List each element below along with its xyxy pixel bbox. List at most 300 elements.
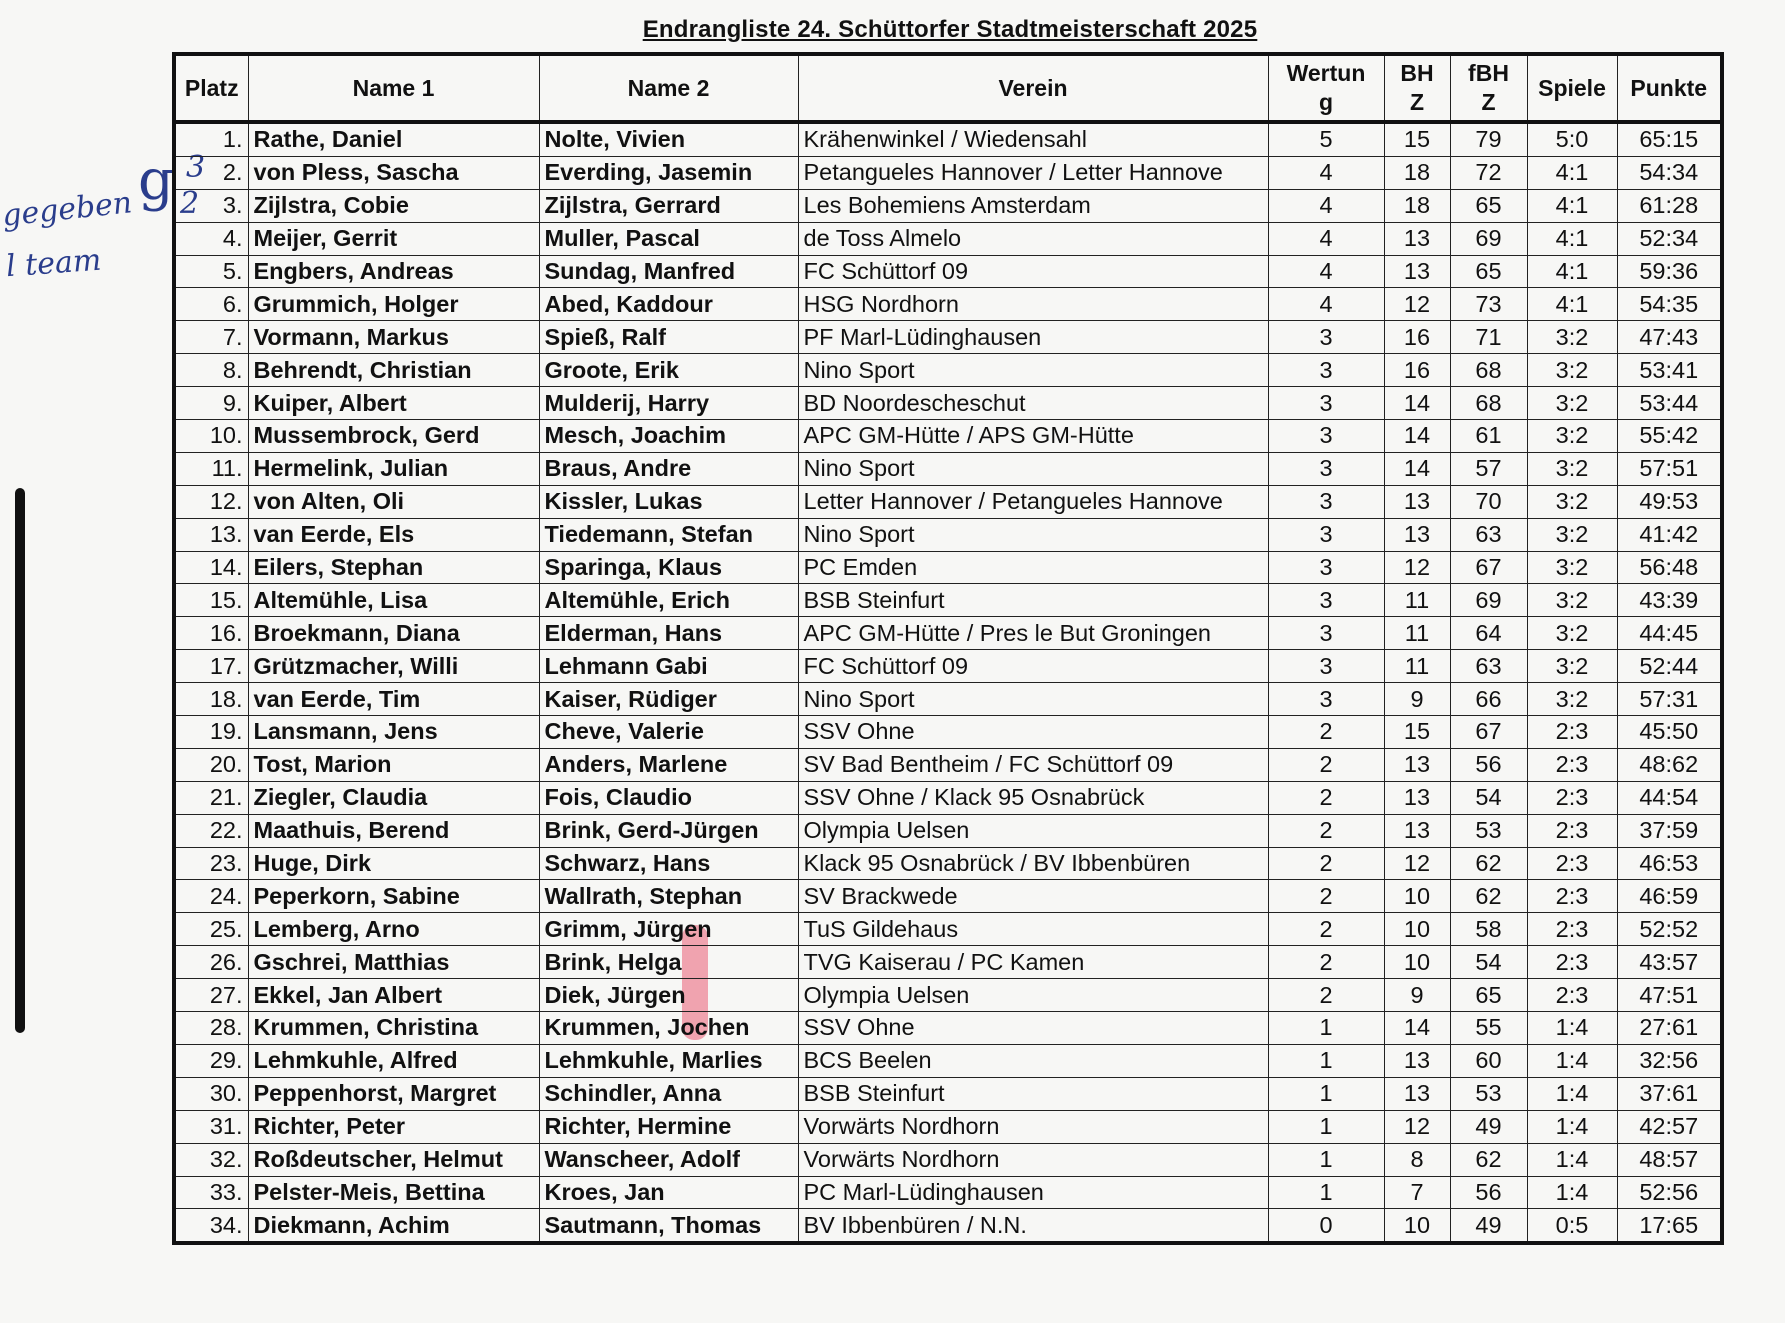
cell-fbhz: 68 — [1450, 387, 1527, 420]
cell-verein: Vorwärts Nordhorn — [798, 1143, 1268, 1176]
header-fbhz: fBHZ — [1450, 54, 1527, 122]
cell-fbhz: 65 — [1450, 189, 1527, 222]
cell-fbhz: 67 — [1450, 551, 1527, 584]
margin-note-line1: gegeben — [0, 185, 134, 234]
cell-wertung: 2 — [1268, 946, 1384, 979]
cell-spiele: 4:1 — [1527, 156, 1617, 189]
cell-fbhz: 55 — [1450, 1012, 1527, 1045]
cell-platz: 31. — [174, 1110, 248, 1143]
cell-punkte: 37:59 — [1617, 814, 1722, 847]
cell-name1: Lansmann, Jens — [248, 716, 539, 749]
table-row — [174, 156, 1722, 189]
cell-punkte: 57:31 — [1617, 683, 1722, 716]
cell-punkte: 17:65 — [1617, 1209, 1722, 1243]
cell-punkte: 37:61 — [1617, 1077, 1722, 1110]
cell-bhz: 13 — [1384, 814, 1450, 847]
table-row — [174, 716, 1722, 749]
cell-wertung: 3 — [1268, 650, 1384, 683]
header-punkte: Punkte — [1617, 54, 1722, 122]
cell-wertung: 3 — [1268, 321, 1384, 354]
cell-verein: Nino Sport — [798, 683, 1268, 716]
cell-verein: SV Brackwede — [798, 880, 1268, 913]
cell-verein: Olympia Uelsen — [798, 979, 1268, 1012]
cell-spiele: 2:3 — [1527, 946, 1617, 979]
cell-platz: 14. — [174, 551, 248, 584]
cell-fbhz: 54 — [1450, 946, 1527, 979]
cell-bhz: 14 — [1384, 387, 1450, 420]
cell-spiele: 3:2 — [1527, 485, 1617, 518]
cell-name1: van Eerde, Els — [248, 518, 539, 551]
cell-fbhz: 60 — [1450, 1044, 1527, 1077]
cell-punkte: 45:50 — [1617, 716, 1722, 749]
table-row — [174, 880, 1722, 913]
cell-bhz: 10 — [1384, 880, 1450, 913]
cell-platz: 16. — [174, 617, 248, 650]
cell-punkte: 47:43 — [1617, 321, 1722, 354]
cell-fbhz: 72 — [1450, 156, 1527, 189]
cell-verein: SSV Ohne / Klack 95 Osnabrück — [798, 781, 1268, 814]
cell-punkte: 48:62 — [1617, 748, 1722, 781]
cell-platz: 13. — [174, 518, 248, 551]
cell-punkte: 61:28 — [1617, 189, 1722, 222]
cell-wertung: 2 — [1268, 716, 1384, 749]
cell-spiele: 4:1 — [1527, 255, 1617, 288]
cell-fbhz: 56 — [1450, 748, 1527, 781]
cell-name2: Anders, Marlene — [539, 748, 798, 781]
cell-name1: Roßdeutscher, Helmut — [248, 1143, 539, 1176]
cell-verein: BSB Steinfurt — [798, 584, 1268, 617]
table-row — [174, 814, 1722, 847]
cell-name1: Peppenhorst, Margret — [248, 1077, 539, 1110]
cell-name2: Wallrath, Stephan — [539, 880, 798, 913]
cell-punkte: 41:42 — [1617, 518, 1722, 551]
cell-spiele: 3:2 — [1527, 584, 1617, 617]
cell-bhz: 7 — [1384, 1176, 1450, 1209]
cell-bhz: 14 — [1384, 420, 1450, 453]
cell-name2: Altemühle, Erich — [539, 584, 798, 617]
cell-bhz: 10 — [1384, 946, 1450, 979]
cell-verein: BSB Steinfurt — [798, 1077, 1268, 1110]
cell-name2: Mulderij, Harry — [539, 387, 798, 420]
cell-wertung: 2 — [1268, 748, 1384, 781]
cell-platz: 27. — [174, 979, 248, 1012]
cell-bhz: 15 — [1384, 716, 1450, 749]
cell-verein: Les Bohemiens Amsterdam — [798, 189, 1268, 222]
cell-wertung: 1 — [1268, 1176, 1384, 1209]
cell-name1: Lemberg, Arno — [248, 913, 539, 946]
table-row — [174, 518, 1722, 551]
cell-platz: 30. — [174, 1077, 248, 1110]
cell-punkte: 52:56 — [1617, 1176, 1722, 1209]
cell-punkte: 55:42 — [1617, 420, 1722, 453]
header-bhz: BHZ — [1384, 54, 1450, 122]
cell-name1: Altemühle, Lisa — [248, 584, 539, 617]
cell-platz: 26. — [174, 946, 248, 979]
cell-punkte: 54:34 — [1617, 156, 1722, 189]
cell-name2: Everding, Jasemin — [539, 156, 798, 189]
cell-name2: Lehmkuhle, Marlies — [539, 1044, 798, 1077]
cell-punkte: 53:41 — [1617, 354, 1722, 387]
cell-platz: 8. — [174, 354, 248, 387]
cell-name1: Mussembrock, Gerd — [248, 420, 539, 453]
cell-bhz: 9 — [1384, 683, 1450, 716]
cell-spiele: 3:2 — [1527, 518, 1617, 551]
cell-verein: BD Noordescheschut — [798, 387, 1268, 420]
cell-spiele: 1:4 — [1527, 1012, 1617, 1045]
cell-spiele: 3:2 — [1527, 354, 1617, 387]
cell-name2: Cheve, Valerie — [539, 716, 798, 749]
cell-bhz: 13 — [1384, 1044, 1450, 1077]
cell-name1: Grützmacher, Willi — [248, 650, 539, 683]
cell-punkte: 54:35 — [1617, 288, 1722, 321]
cell-name2: Brink, Helga — [539, 946, 798, 979]
cell-bhz: 18 — [1384, 156, 1450, 189]
cell-wertung: 4 — [1268, 255, 1384, 288]
cell-name1: Maathuis, Berend — [248, 814, 539, 847]
margin-curly-mark: g — [138, 148, 174, 213]
cell-wertung: 2 — [1268, 847, 1384, 880]
cell-name1: Pelster-Meis, Bettina — [248, 1176, 539, 1209]
cell-name1: Rathe, Daniel — [248, 122, 539, 156]
cell-name2: Nolte, Vivien — [539, 122, 798, 156]
cell-wertung: 4 — [1268, 189, 1384, 222]
cell-spiele: 0:5 — [1527, 1209, 1617, 1243]
cell-spiele: 3:2 — [1527, 683, 1617, 716]
table-row — [174, 354, 1722, 387]
header-name2: Name 2 — [539, 54, 798, 122]
cell-spiele: 4:1 — [1527, 189, 1617, 222]
cell-verein: HSG Nordhorn — [798, 288, 1268, 321]
cell-bhz: 10 — [1384, 913, 1450, 946]
cell-fbhz: 67 — [1450, 716, 1527, 749]
cell-punkte: 48:57 — [1617, 1143, 1722, 1176]
cell-wertung: 3 — [1268, 518, 1384, 551]
cell-spiele: 2:3 — [1527, 979, 1617, 1012]
cell-name2: Braus, Andre — [539, 452, 798, 485]
table-body — [174, 122, 1722, 1243]
cell-spiele: 2:3 — [1527, 814, 1617, 847]
cell-name1: Eilers, Stephan — [248, 551, 539, 584]
cell-verein: BV Ibbenbüren / N.N. — [798, 1209, 1268, 1243]
cell-bhz: 11 — [1384, 617, 1450, 650]
cell-punkte: 53:44 — [1617, 387, 1722, 420]
table-row — [174, 913, 1722, 946]
margin-note-line2: l team — [4, 242, 103, 285]
cell-bhz: 18 — [1384, 189, 1450, 222]
cell-name2: Sparinga, Klaus — [539, 551, 798, 584]
table-row — [174, 979, 1722, 1012]
cell-name1: Broekmann, Diana — [248, 617, 539, 650]
cell-fbhz: 69 — [1450, 584, 1527, 617]
cell-wertung: 3 — [1268, 617, 1384, 650]
cell-platz: 10. — [174, 420, 248, 453]
cell-name2: Fois, Claudio — [539, 781, 798, 814]
cell-spiele: 2:3 — [1527, 847, 1617, 880]
cell-name1: Peperkorn, Sabine — [248, 880, 539, 913]
cell-name1: von Alten, Oli — [248, 485, 539, 518]
table-row — [174, 584, 1722, 617]
table-row — [174, 617, 1722, 650]
cell-bhz: 9 — [1384, 979, 1450, 1012]
table-row — [174, 321, 1722, 354]
cell-wertung: 1 — [1268, 1143, 1384, 1176]
cell-spiele: 1:4 — [1527, 1176, 1617, 1209]
cell-fbhz: 54 — [1450, 781, 1527, 814]
cell-verein: SV Bad Bentheim / FC Schüttorf 09 — [798, 748, 1268, 781]
cell-spiele: 1:4 — [1527, 1143, 1617, 1176]
cell-fbhz: 71 — [1450, 321, 1527, 354]
table-row — [174, 748, 1722, 781]
cell-punkte: 44:45 — [1617, 617, 1722, 650]
cell-fbhz: 68 — [1450, 354, 1527, 387]
cell-name2: Lehmann Gabi — [539, 650, 798, 683]
cell-verein: SSV Ohne — [798, 716, 1268, 749]
table-row — [174, 387, 1722, 420]
cell-spiele: 3:2 — [1527, 617, 1617, 650]
cell-platz: 32. — [174, 1143, 248, 1176]
cell-punkte: 49:53 — [1617, 485, 1722, 518]
header-platz: Platz — [174, 54, 248, 122]
cell-spiele: 3:2 — [1527, 551, 1617, 584]
table-row — [174, 189, 1722, 222]
cell-verein: Klack 95 Osnabrück / BV Ibbenbüren — [798, 847, 1268, 880]
cell-bhz: 13 — [1384, 222, 1450, 255]
cell-name1: Hermelink, Julian — [248, 452, 539, 485]
cell-name2: Zijlstra, Gerrard — [539, 189, 798, 222]
cell-name1: Engbers, Andreas — [248, 255, 539, 288]
cell-bhz: 13 — [1384, 485, 1450, 518]
cell-fbhz: 58 — [1450, 913, 1527, 946]
cell-fbhz: 53 — [1450, 1077, 1527, 1110]
vertical-marker-line — [15, 488, 25, 1033]
cell-fbhz: 65 — [1450, 979, 1527, 1012]
cell-spiele: 2:3 — [1527, 781, 1617, 814]
cell-bhz: 12 — [1384, 288, 1450, 321]
cell-wertung: 3 — [1268, 354, 1384, 387]
cell-spiele: 4:1 — [1527, 222, 1617, 255]
cell-name2: Abed, Kaddour — [539, 288, 798, 321]
cell-bhz: 11 — [1384, 650, 1450, 683]
cell-punkte: 47:51 — [1617, 979, 1722, 1012]
table-row — [174, 485, 1722, 518]
cell-name2: Richter, Hermine — [539, 1110, 798, 1143]
cell-spiele: 5:0 — [1527, 122, 1617, 156]
cell-fbhz: 63 — [1450, 650, 1527, 683]
cell-wertung: 2 — [1268, 781, 1384, 814]
cell-spiele: 1:4 — [1527, 1077, 1617, 1110]
cell-punkte: 57:51 — [1617, 452, 1722, 485]
cell-name2: Kaiser, Rüdiger — [539, 683, 798, 716]
cell-name1: Tost, Marion — [248, 748, 539, 781]
cell-name2: Wanscheer, Adolf — [539, 1143, 798, 1176]
cell-punkte: 52:44 — [1617, 650, 1722, 683]
cell-name1: Meijer, Gerrit — [248, 222, 539, 255]
cell-name1: Kuiper, Albert — [248, 387, 539, 420]
cell-name1: Grummich, Holger — [248, 288, 539, 321]
table-row — [174, 847, 1722, 880]
cell-platz: 20. — [174, 748, 248, 781]
table-row — [174, 420, 1722, 453]
cell-platz: 7. — [174, 321, 248, 354]
cell-punkte: 56:48 — [1617, 551, 1722, 584]
table-row — [174, 946, 1722, 979]
table-row — [174, 1012, 1722, 1045]
cell-verein: Letter Hannover / Petangueles Hannove — [798, 485, 1268, 518]
cell-spiele: 1:4 — [1527, 1110, 1617, 1143]
cell-name2: Schwarz, Hans — [539, 847, 798, 880]
cell-punkte: 52:34 — [1617, 222, 1722, 255]
table-row — [174, 1176, 1722, 1209]
cell-punkte: 43:57 — [1617, 946, 1722, 979]
cell-fbhz: 66 — [1450, 683, 1527, 716]
table-row — [174, 683, 1722, 716]
cell-wertung: 4 — [1268, 156, 1384, 189]
cell-verein: APC GM-Hütte / APS GM-Hütte — [798, 420, 1268, 453]
table-row — [174, 551, 1722, 584]
table-row — [174, 1143, 1722, 1176]
cell-verein: TVG Kaiserau / PC Kamen — [798, 946, 1268, 979]
cell-platz: 4. — [174, 222, 248, 255]
cell-platz: 9. — [174, 387, 248, 420]
cell-bhz: 13 — [1384, 1077, 1450, 1110]
cell-name1: Lehmkuhle, Alfred — [248, 1044, 539, 1077]
cell-name2: Diek, Jürgen — [539, 979, 798, 1012]
cell-wertung: 3 — [1268, 420, 1384, 453]
cell-punkte: 59:36 — [1617, 255, 1722, 288]
cell-name1: Gschrei, Matthias — [248, 946, 539, 979]
cell-platz: 2. — [174, 156, 248, 189]
cell-name2: Elderman, Hans — [539, 617, 798, 650]
cell-wertung: 5 — [1268, 122, 1384, 156]
cell-name2: Tiedemann, Stefan — [539, 518, 798, 551]
cell-spiele: 4:1 — [1527, 288, 1617, 321]
cell-verein: SSV Ohne — [798, 1012, 1268, 1045]
cell-spiele: 3:2 — [1527, 387, 1617, 420]
cell-verein: Petangueles Hannover / Letter Hannove — [798, 156, 1268, 189]
table-row — [174, 452, 1722, 485]
cell-verein: Nino Sport — [798, 452, 1268, 485]
cell-platz: 24. — [174, 880, 248, 913]
cell-fbhz: 49 — [1450, 1209, 1527, 1243]
cell-wertung: 2 — [1268, 880, 1384, 913]
table-row — [174, 1044, 1722, 1077]
cell-verein: PC Emden — [798, 551, 1268, 584]
cell-bhz: 16 — [1384, 354, 1450, 387]
cell-name1: Ziegler, Claudia — [248, 781, 539, 814]
cell-wertung: 3 — [1268, 683, 1384, 716]
cell-verein: PC Marl-Lüdinghausen — [798, 1176, 1268, 1209]
table-header-row — [174, 54, 1722, 122]
cell-name1: Ekkel, Jan Albert — [248, 979, 539, 1012]
cell-platz: 3. — [174, 189, 248, 222]
header-spiele: Spiele — [1527, 54, 1617, 122]
cell-name2: Spieß, Ralf — [539, 321, 798, 354]
cell-fbhz: 70 — [1450, 485, 1527, 518]
cell-platz: 5. — [174, 255, 248, 288]
cell-punkte: 65:15 — [1617, 122, 1722, 156]
cell-name2: Sundag, Manfred — [539, 255, 798, 288]
cell-verein: FC Schüttorf 09 — [798, 255, 1268, 288]
cell-punkte: 52:52 — [1617, 913, 1722, 946]
cell-verein: Krähenwinkel / Wiedensahl — [798, 122, 1268, 156]
table-row — [174, 650, 1722, 683]
cell-spiele: 3:2 — [1527, 452, 1617, 485]
cell-wertung: 2 — [1268, 913, 1384, 946]
cell-name1: Zijlstra, Cobie — [248, 189, 539, 222]
cell-name2: Kissler, Lukas — [539, 485, 798, 518]
cell-spiele: 2:3 — [1527, 913, 1617, 946]
cell-wertung: 2 — [1268, 979, 1384, 1012]
cell-name2: Brink, Gerd-Jürgen — [539, 814, 798, 847]
cell-name2: Mesch, Joachim — [539, 420, 798, 453]
cell-platz: 34. — [174, 1209, 248, 1243]
cell-platz: 11. — [174, 452, 248, 485]
table-row — [174, 781, 1722, 814]
cell-wertung: 3 — [1268, 485, 1384, 518]
cell-bhz: 12 — [1384, 1110, 1450, 1143]
table-row — [174, 122, 1722, 156]
cell-bhz: 12 — [1384, 551, 1450, 584]
cell-verein: Nino Sport — [798, 354, 1268, 387]
cell-fbhz: 62 — [1450, 1143, 1527, 1176]
cell-verein: Olympia Uelsen — [798, 814, 1268, 847]
cell-wertung: 1 — [1268, 1110, 1384, 1143]
cell-name2: Kroes, Jan — [539, 1176, 798, 1209]
cell-spiele: 2:3 — [1527, 880, 1617, 913]
cell-bhz: 15 — [1384, 122, 1450, 156]
cell-punkte: 46:53 — [1617, 847, 1722, 880]
cell-platz: 12. — [174, 485, 248, 518]
cell-name2: Krummen, Jochen — [539, 1012, 798, 1045]
cell-wertung: 1 — [1268, 1012, 1384, 1045]
cell-punkte: 43:39 — [1617, 584, 1722, 617]
cell-platz: 19. — [174, 716, 248, 749]
cell-fbhz: 62 — [1450, 880, 1527, 913]
cell-fbhz: 64 — [1450, 617, 1527, 650]
cell-punkte: 42:57 — [1617, 1110, 1722, 1143]
table-row — [174, 1209, 1722, 1243]
cell-verein: FC Schüttorf 09 — [798, 650, 1268, 683]
cell-name2: Groote, Erik — [539, 354, 798, 387]
cell-platz: 18. — [174, 683, 248, 716]
header-verein: Verein — [798, 54, 1268, 122]
cell-name1: Huge, Dirk — [248, 847, 539, 880]
cell-verein: TuS Gildehaus — [798, 913, 1268, 946]
cell-bhz: 8 — [1384, 1143, 1450, 1176]
cell-fbhz: 79 — [1450, 122, 1527, 156]
cell-fbhz: 62 — [1450, 847, 1527, 880]
cell-name2: Muller, Pascal — [539, 222, 798, 255]
cell-name1: von Pless, Sascha — [248, 156, 539, 189]
cell-spiele: 1:4 — [1527, 1044, 1617, 1077]
cell-spiele: 3:2 — [1527, 420, 1617, 453]
cell-wertung: 4 — [1268, 288, 1384, 321]
cell-punkte: 32:56 — [1617, 1044, 1722, 1077]
cell-name2: Schindler, Anna — [539, 1077, 798, 1110]
cell-name2: Grimm, Jürgen — [539, 913, 798, 946]
table-row — [174, 255, 1722, 288]
cell-wertung: 3 — [1268, 551, 1384, 584]
cell-bhz: 10 — [1384, 1209, 1450, 1243]
cell-bhz: 16 — [1384, 321, 1450, 354]
cell-verein: Vorwärts Nordhorn — [798, 1110, 1268, 1143]
cell-platz: 25. — [174, 913, 248, 946]
cell-spiele: 2:3 — [1527, 716, 1617, 749]
cell-platz: 23. — [174, 847, 248, 880]
cell-platz: 15. — [174, 584, 248, 617]
cell-name1: Vormann, Markus — [248, 321, 539, 354]
cell-spiele: 2:3 — [1527, 748, 1617, 781]
